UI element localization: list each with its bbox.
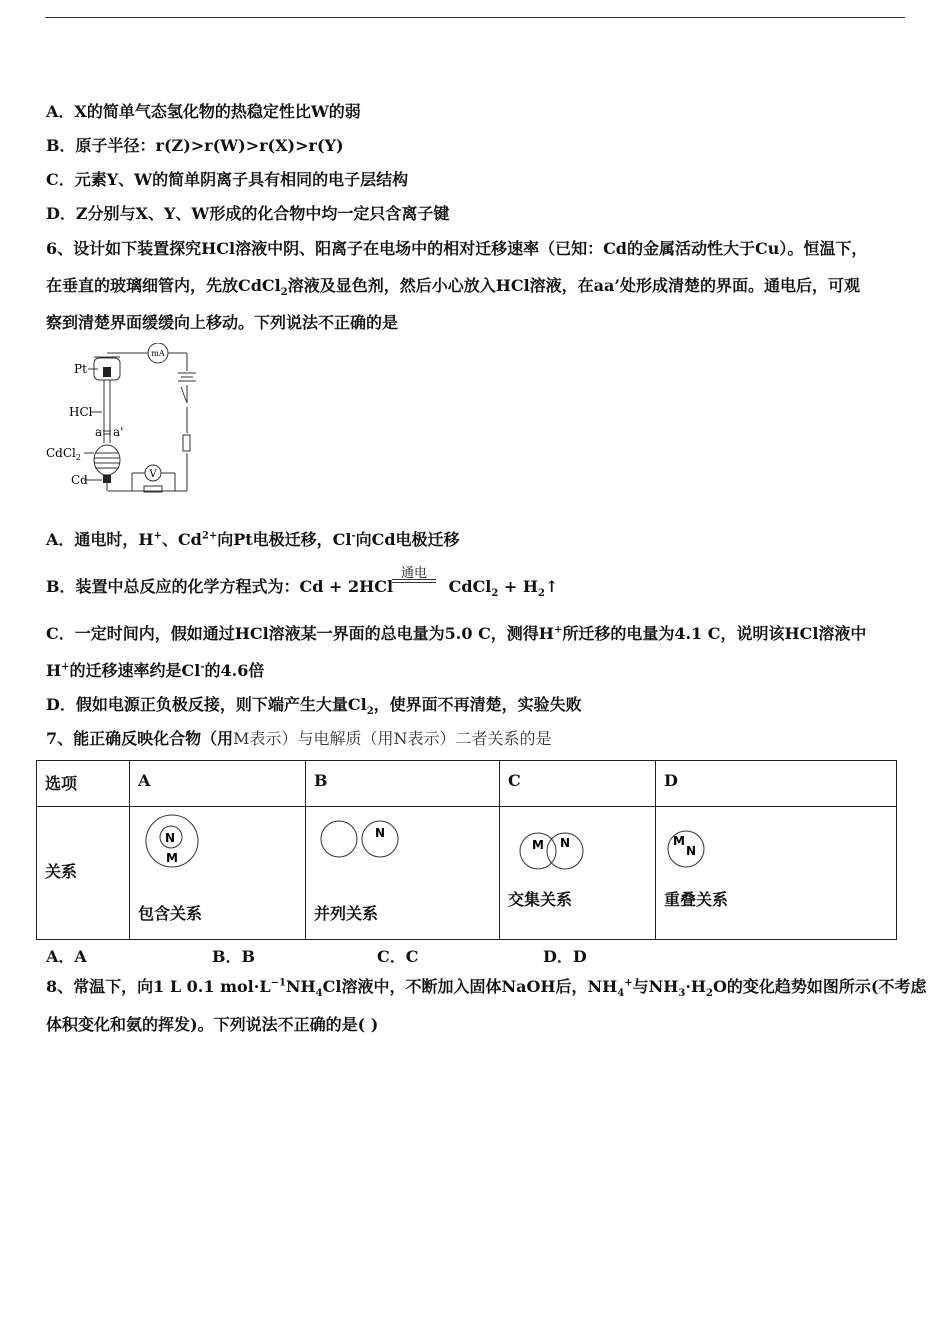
q6-option-d[interactable]: D．假如电源正负极反接，则下端产生大量$Cl_2$，使界面不再清楚，实验失败 <box>46 695 582 718</box>
electrolysis-apparatus-figure <box>44 343 204 498</box>
svg-text:M: M <box>532 838 544 852</box>
svg-text:M: M <box>166 851 178 865</box>
pt-label: Pt <box>74 362 87 376</box>
q6-option-c-line1[interactable]: C．一定时间内，假如通过HCl溶液某一界面的总电量为5.0 C，测得H+所迁移的电量为4.1 C，说明该HCl溶液中 <box>46 624 867 643</box>
q7-answer-d[interactable]: D．D <box>543 947 587 966</box>
reaction-condition: 通电 <box>400 566 427 581</box>
header-a: A <box>130 761 306 807</box>
venn-b-parallel <box>320 819 402 861</box>
header-rule <box>45 17 905 18</box>
relation-d: 重叠关系 <box>664 890 729 909</box>
header-d: D <box>656 761 897 807</box>
ma-label: mA <box>151 349 165 358</box>
q6-option-c-line2[interactable]: H+的迁移速率约是Cl-的4.6倍 <box>46 661 265 680</box>
q7-answer-c[interactable]: C．C <box>377 947 419 966</box>
header-b: B <box>306 761 500 807</box>
q6-stem-line1: 6、设计如下装置探究HCl溶液中阴、阳离子在电场中的相对迁移速率（已知：Cd的金属活动性大于Cu）。恒温下， <box>46 239 868 258</box>
q5-option-a[interactable]: A．X的简单气态氢化物的热稳定性比W的弱 <box>46 102 361 121</box>
venn-c-intersection <box>518 831 588 873</box>
q8-stem-line1: 8、常温下，向1 L 0.1 $mol\cdot L^{-1}NH_4Cl$溶液中，不断加入固体NaOH后，$NH_4^+$与$NH_3\cdot H_2O$的变化趋势如图所示(不考虑 <box>46 977 927 1000</box>
table-header-row <box>37 761 897 807</box>
q6-option-a[interactable]: A．通电时，H+、$Cd^{2+}$向Pt电极迁移，Cl-向Cd电极迁移 <box>46 530 460 549</box>
v-label: V <box>149 469 157 480</box>
q7-answer-b[interactable]: B．B <box>212 947 256 966</box>
svg-text:N: N <box>560 836 571 850</box>
q7-answer-a[interactable]: A．A <box>46 947 87 966</box>
venn-a-containment <box>144 813 204 871</box>
venn-d-overlap <box>666 829 708 871</box>
cdcl2-label: CdCl$_2$ <box>46 446 81 462</box>
header-option: 选项 <box>37 761 130 807</box>
q7-stem: 7、能正确反映化合物（用M表示）与电解质（用N表示）二者关系的是 <box>46 729 552 748</box>
relation-b: 并列关系 <box>314 904 379 923</box>
q6-stem-line3: 察到清楚界面缓缓向上移动。下列说法不正确的是 <box>46 313 399 332</box>
table-relation-row <box>37 807 897 940</box>
header-c: C <box>500 761 656 807</box>
pt-electrode <box>103 367 111 377</box>
cell-b <box>306 807 500 940</box>
q7-options-table <box>36 760 897 940</box>
svg-text:M: M <box>673 834 685 848</box>
relation-a: 包含关系 <box>138 904 203 923</box>
cd-electrode <box>103 475 111 483</box>
equation-equal-sign-lower <box>392 582 436 583</box>
svg-text:N: N <box>165 831 176 845</box>
cd-label: Cd <box>71 473 88 487</box>
equation-equal-sign <box>392 579 436 580</box>
q5-option-d[interactable]: D．Z分别与X、Y、W形成的化合物中均一定只含离子键 <box>46 204 450 223</box>
hcl-label: HCl <box>69 405 93 419</box>
q8-stem-line2: 体积变化和氨的挥发)。下列说法不正确的是( ) <box>46 1015 379 1034</box>
q5-option-c[interactable]: C．元素Y、W的简单阴离子具有相同的电子层结构 <box>46 170 409 189</box>
svg-text:N: N <box>375 826 386 840</box>
cell-a <box>130 807 306 940</box>
a-prime-label: a' <box>113 425 124 439</box>
cell-d <box>656 807 897 940</box>
q6-stem-line2: 在垂直的玻璃细管内，先放CdCl$_2$溶液及显色剂，然后小心放入HCl溶液，在aa’处形成清楚的界面。通电后，可观 <box>46 276 860 299</box>
svg-text:N: N <box>686 844 697 858</box>
relation-c: 交集关系 <box>508 890 573 909</box>
cell-c <box>500 807 656 940</box>
relation-label-cell <box>37 807 130 940</box>
q5-option-b[interactable]: B．原子半径：r(Z)>r(W)>r(X)>r(Y) <box>46 136 344 155</box>
a-label: a <box>95 425 103 439</box>
relation-label: 关系 <box>45 862 78 881</box>
q6-option-b[interactable]: B．装置中总反应的化学方程式为：Cd + 2HCl CdCl$_2$ + $H_2↑$ <box>46 577 559 600</box>
